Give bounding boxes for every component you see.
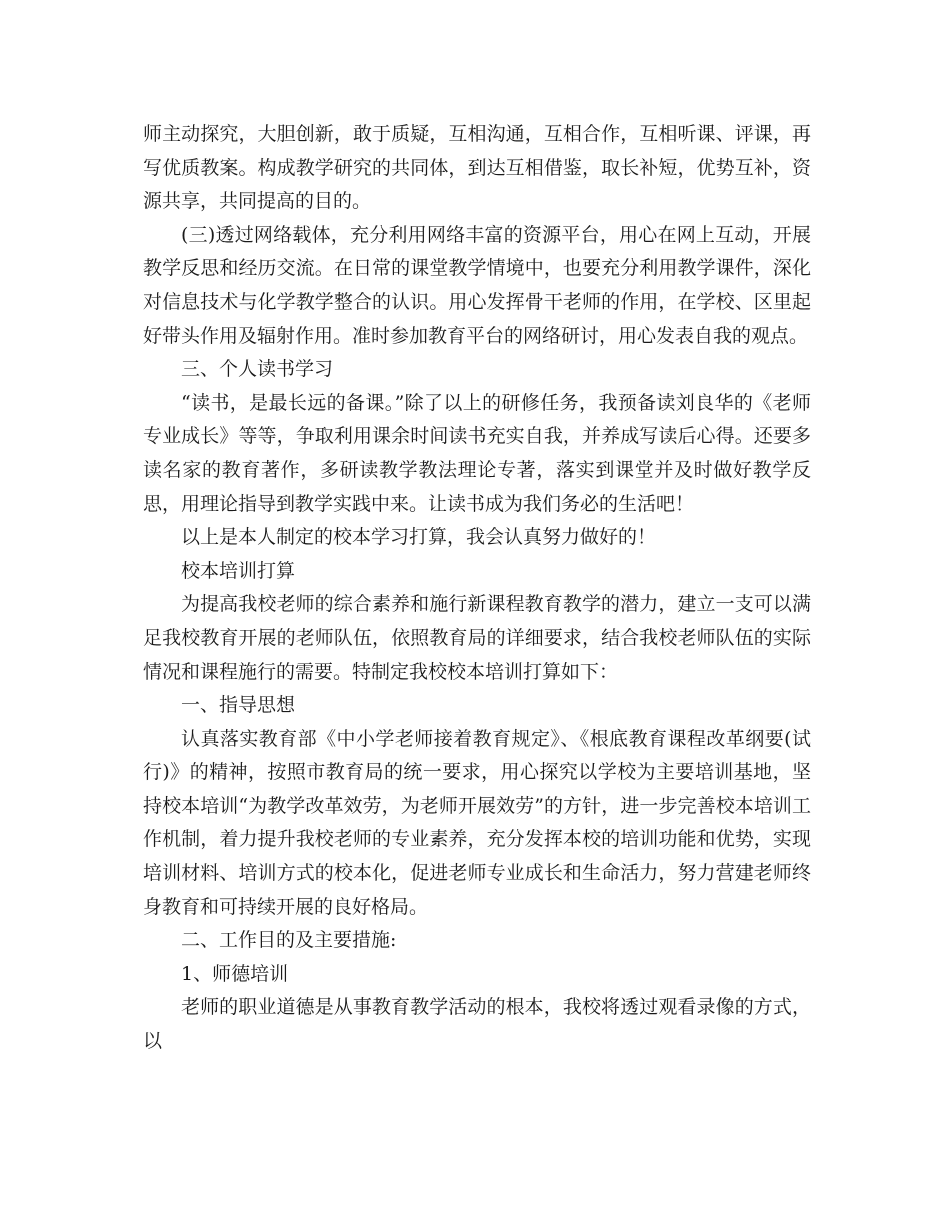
paragraph-9: 认真落实教育部《中小学老师接着教育规定》、《根底教育课程改革纲要(试行)》的精神，按照市教育局的统一要求，用心探究以学校为主要培训基地，坚持校本培训“为教学改革效劳，为老师开展效劳”的方针，进一步完善校本培训工作机制，着力提升我校老师的专业素养，充分发挥本校的培训功能和优势，实现培训材料、培训方式的校本化，促进老师专业成长和生命活力，努力营建老师终身教育和可持续开展的良好格局。 — [143, 727, 811, 918]
paragraph-5: 以上是本人制定的校本学习打算，我会认真努力做好的！ — [181, 526, 657, 549]
subsection-heading-ethics-training: 1、师德培训 — [181, 962, 289, 985]
section-heading-guiding-thought: 一、指导思想 — [181, 694, 296, 717]
paragraph-2: (三)透过网络载体，充分利用网络丰富的资源平台，用心在网上互动，开展教学反思和经历交流。在日常的课堂教学情境中，也要充分利用教学课件，深化对信息技术与化学教学整合的认识。用心发挥骨干老师的作用，在学校、区里起好带头作用及辐射作用。准时参加教育平台的网络研讨，用心发表自我的观点。 — [143, 223, 811, 347]
document-title-training-plan: 校本培训打算 — [181, 559, 296, 582]
paragraph-7: 为提高我校老师的综合素养和施行新课程教育教学的潜力，建立一支可以满足我校教育开展的老师队伍，依照教育局的详细要求，结合我校老师队伍的实际情况和课程施行的需要。特制定我校校本培训打算如下： — [143, 593, 811, 683]
paragraph-1: 师主动探究，大胆创新，敢于质疑，互相沟通，互相合作，互相听课、评课，再写优质教案。构成教学研究的共同体，到达互相借鉴，取长补短，优势互补，资源共享，共同提高的目的。 — [143, 123, 811, 213]
section-heading-reading: 三、个人读书学习 — [181, 358, 334, 381]
section-heading-goals-measures: 二、工作目的及主要措施: — [181, 929, 397, 952]
paragraph-4: “读书，是最长远的备课。”除了以上的研修任务，我预备读刘良华的《老师专业成长》等等，争取利用课余时间读书充实自我，并养成写读后心得。还要多读名家的教育著作，多研读教学教法理论专著，落实到课堂并及时做好教学反思，用理论指导到教学实践中来。让读书成为我们务必的生活吧！ — [143, 391, 811, 515]
document-body — [143, 118, 811, 1059]
paragraph-12: 老师的职业道德是从事教育教学活动的根本，我校将透过观看录像的方式，以 — [143, 996, 811, 1053]
